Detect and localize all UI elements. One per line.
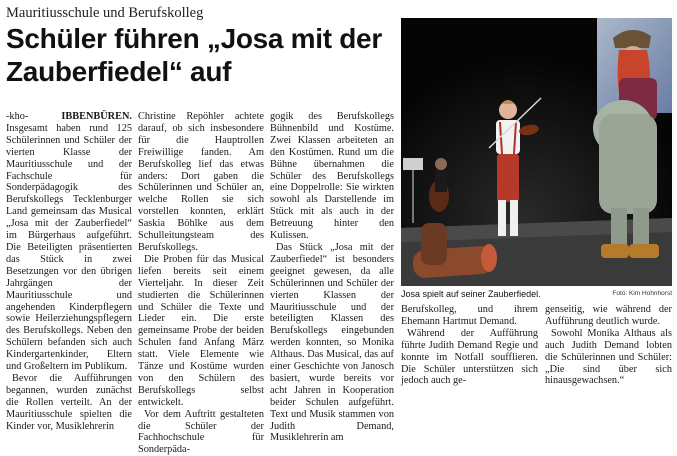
paragraph: Sowohl Monika Althaus als auch Judith Demand lobten die Schülerinnen und Schüler: „Die sind über sich hinausgewachsen.“ [545, 327, 672, 387]
text-column-3 [270, 111, 394, 444]
photo-credit: Foto: Kim Hohnhorst [612, 290, 672, 297]
paragraph: Das Stück „Josa mit der Zauberfiedel“ ist besonders geeignet gewesen, da alle Schülerinnen und Schüler der vierten Klassen der Mauritiusschule und der beteiligten Klassen des Berufskollegs eingebunden werden konnten, so Monika Althaus. Das Musical, das auf einer Geschichte von Janosch basiert, wurde bereits vor acht Jahren in Kooperation beider Schulen aufgeführt. Text und Musik stammen von Judith Demand, Musiklehrerin am [270, 241, 394, 444]
dateline: IBBENBÜREN. [61, 111, 132, 122]
text-column-5 [545, 304, 672, 387]
paragraph: Die Proben für das Musical liefen bereits seit einem Vierteljahr. In dieser Zeit studierten die Schülerinnen und Schüler die Texte und Lieder ein. Die erste gemeinsame Probe der beiden Schulen fand Anfang März statt. Viele Elemente wie Tänze und Kostüme wurden von den Schülern des Berufskollegs selbst entwickelt. [138, 253, 264, 408]
text-column-4 [401, 304, 538, 387]
paragraph: Bevor die Aufführungen begannen, wurden zunächst die Rollen verteilt. An der Mauritiusschule spielten die Kinder vor, Musiklehrerin [6, 372, 132, 432]
photo-caption-row [401, 289, 672, 301]
stage-photo [401, 18, 672, 286]
paragraph: Während der Aufführung führte Judith Demand Regie und konnte im Notfall soufflieren. Die Schüler unterstützen sich jedoch auch ge- [401, 327, 538, 387]
paragraph: gogik des Berufskollegs Bühnenbild und Kostüme. Zwei Klassen arbeiteten an den Kostümen. Rund um die Bühne übernahmen die Schüler des Berufskollegs eine Doppelrolle: Sie wirkten sowohl als Darstellende im Stück mit als auch in der Betreuung hinter den Kulissen. [270, 111, 394, 242]
author-tag: -kho- [6, 111, 29, 122]
lead-paragraph [6, 111, 132, 373]
article-kicker: Mauritiusschule und Berufskolleg [6, 5, 204, 21]
paragraph-text: Insgesamt haben rund 125 Schülerinnen und Schüler der vierten Klasse der Mauritiusschule und der Fachschule für Sonderpädagogik des Berufskollegs Tecklenburger Land gemeinsam das Musical „Josa mit der Zauberfiedel“ im Bürgerhaus aufgeführt. Die Beteiligten präsentierten das Stück in zwei Besetzungen vor den übrigen Jahrgängen der Mauritiusschule und angehenden Kinderpflegern sowie Heilerziehungspflegern des Berufskollegs. Neben den Schülern befanden sich auch Kindergartenkinder, Eltern und Großeltern im Publikum. [6, 122, 132, 373]
article-headline: Schüler führen „Josa mit der Zauberfiedel“ auf [6, 23, 382, 87]
text-column-2 [138, 111, 264, 456]
stage-photo-illustration [401, 18, 672, 286]
paragraph: Christine Repöhler achtete darauf, ob sich insbesondere für die Hauptrollen Freiwillige fanden. Am Berufskolleg lief das etwas anders: Dort gaben die Schülerinnen und Schüler an, welche Rollen sie sich vorstellen konnten, erklärt Saskia Böhlke aus dem Schulleitungsteam des Berufskollegs. [138, 111, 264, 253]
paragraph: Vor dem Auftritt gestalteten die Schüler der Fachhochschule für Sonderpäda- [138, 408, 264, 456]
text-column-1 [6, 111, 132, 432]
paragraph: Berufskolleg, und ihrem Ehemann Hartmut Demand. [401, 304, 538, 327]
photo-caption: Josa spielt auf seiner Zauberfiedel. [401, 289, 541, 299]
paragraph: genseitig, wie während der Aufführung deutlich wurde. [545, 304, 672, 327]
